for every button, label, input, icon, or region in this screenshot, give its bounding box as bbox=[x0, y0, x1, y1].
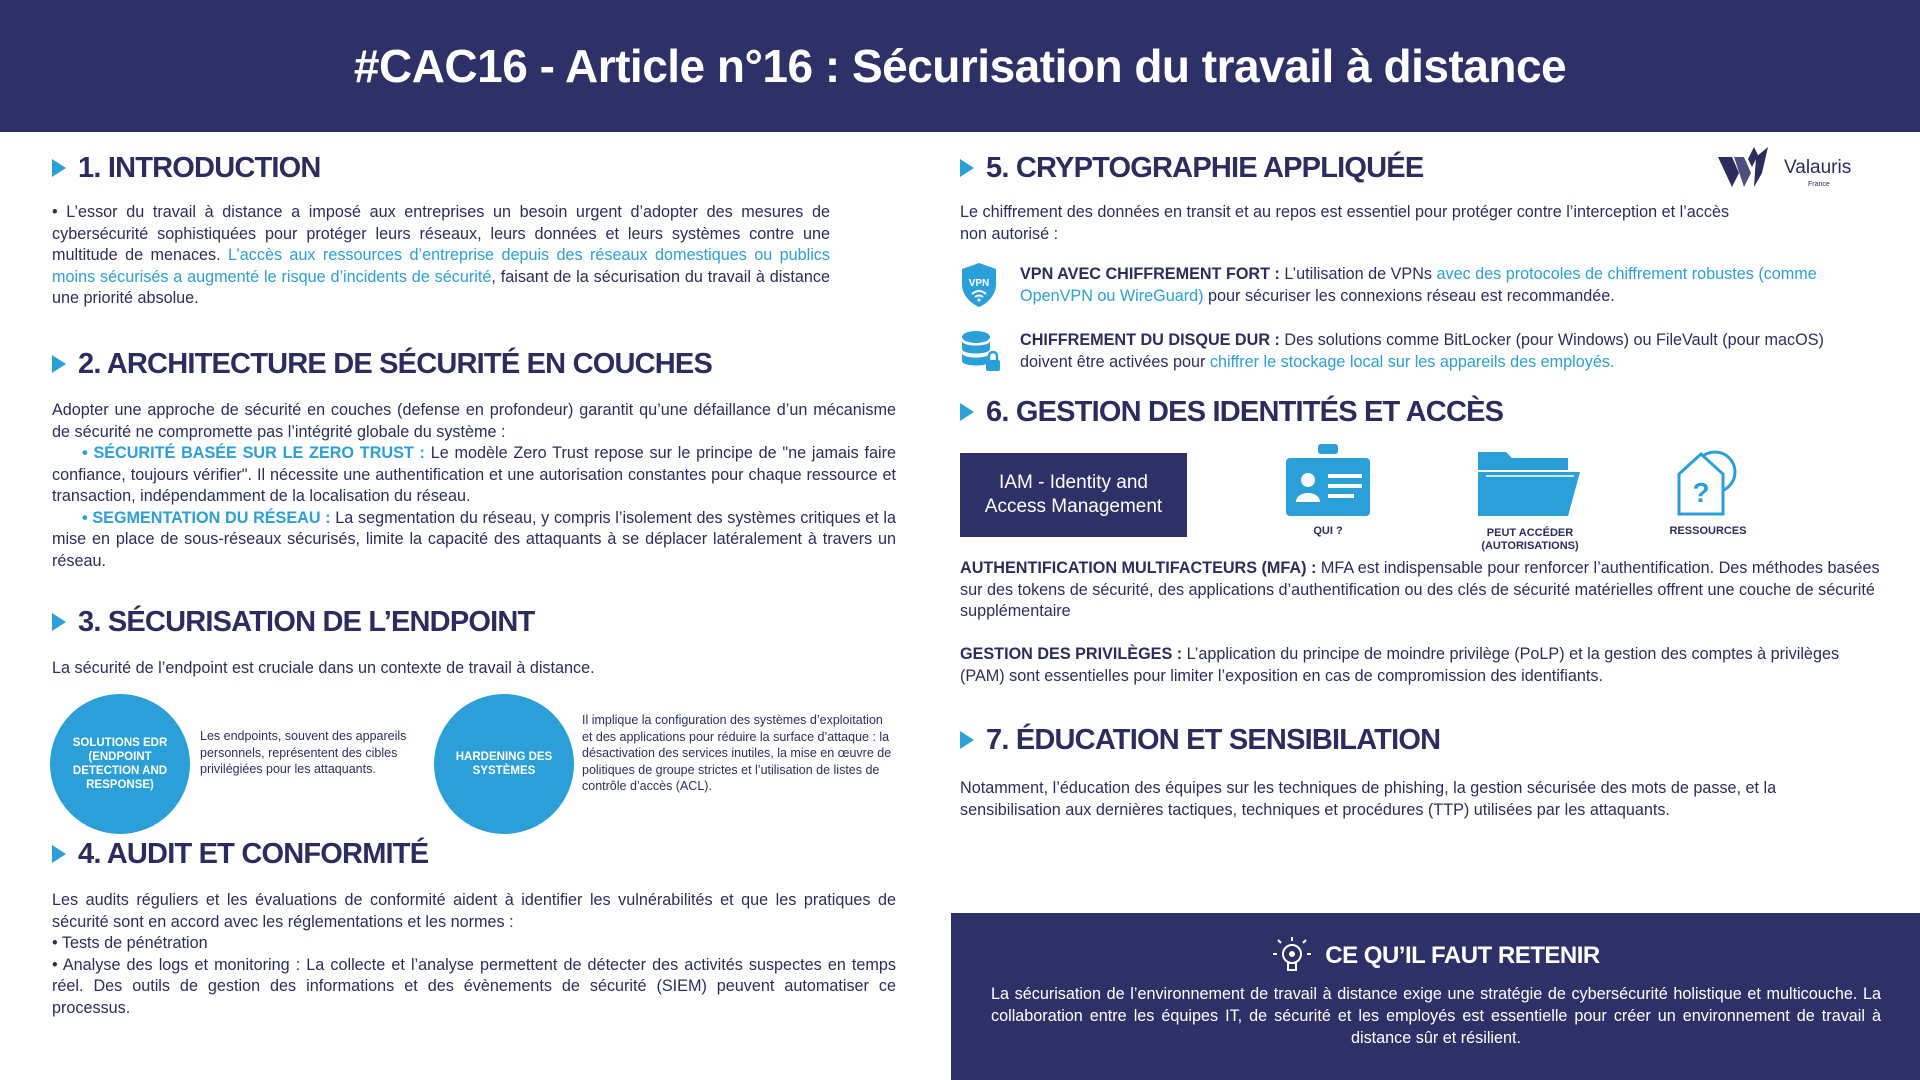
mfa-item: AUTHENTIFICATION MULTIFACTEURS (MFA) : MFA est indispensable pour renforcer l’authentification. Des méthodes basées sur des tokens de sécurité, des applications d’authentification ou des clés de sécurité matérielles offrent une couche de sécurité supplémentaire bbox=[960, 559, 1880, 620]
triangle-bullet-icon bbox=[960, 403, 974, 421]
vpn-item: VPN AVEC CHIFFREMENT FORT : L’utilisation de VPNs avec des protocoles de chiffrement robustes (comme OpenVPN ou WireGuard) pour sécuriser les connexions réseau est recommandée. bbox=[1020, 265, 1817, 305]
section-1-text: • L’essor du travail à distance a imposé aux entreprises un besoin urgent d’adopter des mesures de cybersécurité sophistiquées pour protéger leurs réseaux, leurs données et leurs systèmes contre une multitude de menaces. L’accès aux ressources d’entreprise depuis des réseaux domestiques ou publics moins sécurisés a augmenté le risque d’incidents de sécurité, faisant de la sécurisation du travail à distance une priorité absolue. bbox=[52, 203, 830, 307]
section-2-title: 2. ARCHITECTURE DE SÉCURITÉ EN COUCHES bbox=[52, 346, 712, 382]
edr-circle: SOLUTIONS EDR (ENDPOINT DETECTION AND RESPONSE) bbox=[50, 694, 190, 834]
section-4-title: 4. AUDIT ET CONFORMITÉ bbox=[52, 836, 428, 872]
vpn-shield-icon bbox=[960, 262, 998, 308]
key-takeaway-box bbox=[951, 913, 1920, 1080]
triangle-bullet-icon bbox=[52, 845, 66, 863]
section-3-title: 3. SÉCURISATION DE L’ENDPOINT bbox=[52, 604, 534, 640]
logo-subtitle: France bbox=[1808, 181, 1830, 188]
disk-encryption-item: CHIFFREMENT DU DISQUE DUR : Des solutions comme BitLocker (pour Windows) ou FileVault (pour macOS) doivent être activées pour chiffrer le stockage local sur les appareils des employés. bbox=[1020, 331, 1824, 371]
privileges-item: GESTION DES PRIVILÈGES : L’application du principe de moindre privilège (PoLP) et la gestion des comptes à privilèges (PAM) sont essentielles pour limiter l’exposition en cas de compromission des identifiants. bbox=[960, 645, 1840, 685]
iam-access-label: PEUT ACCÉDER (AUTORISATIONS) bbox=[1481, 527, 1579, 552]
segmentation-item: • SEGMENTATION DU RÉSEAU : La segmentation du réseau, y compris l’isolement des systèmes critiques et la mise en place de sous-réseaux sécurisés, limite la capacité des attaquants à se déplacer latéralement à travers un réseau. bbox=[52, 508, 896, 570]
id-badge-icon bbox=[1284, 444, 1372, 516]
iam-access bbox=[1470, 448, 1590, 553]
section-3-intro: La sécurité de l’endpoint est cruciale dans un contexte de travail à distance. bbox=[52, 659, 595, 677]
section-4-text: Les audits réguliers et les évaluations de conformité aident à identifier les vulnérabilités et que les pratiques de sécurité sont en accord avec les réglementations et les normes : • Tests de pénétration • Analyse des logs et monitoring : La collecte et l’analyse permettent de détecter des activités suspectes en temps réel. Des outils de gestion des informations et des évènements de sécurité (SIEM) peuvent automatiser ce processus. bbox=[52, 891, 896, 1017]
triangle-bullet-icon bbox=[52, 159, 66, 177]
hardening-text: Il implique la configuration des systèmes d’exploitation et des applications pour réduire la surface d’attaque : la désactivation des services inutiles, la mise en œuvre de politiques de groupe strictes et l’utilisation de listes de contrôle d’accès (ACL). bbox=[582, 713, 892, 793]
iam-who bbox=[1280, 444, 1376, 538]
section-2-text bbox=[52, 400, 896, 572]
iam-resources-label: RESSOURCES bbox=[1669, 525, 1747, 537]
edr-text: Les endpoints, souvent des appareils personnels, représentent des cibles privilégiées pour les attaquants. bbox=[200, 729, 407, 776]
lightbulb-icon bbox=[1271, 935, 1313, 977]
key-takeaway-title: CE QU’IL FAUT RETENIR bbox=[951, 935, 1920, 977]
valauris-logo-icon bbox=[1718, 147, 1780, 189]
logo-name: Valauris bbox=[1784, 157, 1852, 178]
page-title: #CAC16 - Article n°16 : Sécurisation du travail à distance bbox=[353, 40, 1567, 92]
section-5-title: 5. CRYPTOGRAPHIE APPLIQUÉE bbox=[960, 150, 1423, 186]
iam-box: IAM - Identity and Access Management bbox=[960, 453, 1187, 537]
valauris-logo bbox=[1718, 147, 1851, 189]
zero-trust-item: • SÉCURITÉ BASÉE SUR LE ZERO TRUST : Le modèle Zero Trust repose sur le principe de "ne jamais faire confiance, toujours vérifier". Il nécessite une authentification et une autorisation constantes pour chaque ressource et transaction, indépendamment de la localisation du réseau. bbox=[52, 444, 896, 505]
triangle-bullet-icon bbox=[52, 613, 66, 631]
triangle-bullet-icon bbox=[960, 731, 974, 749]
section-6-title: 6. GESTION DES IDENTITÉS ET ACCÈS bbox=[960, 394, 1503, 430]
header-banner bbox=[0, 0, 1920, 132]
section-5-intro: Le chiffrement des données en transit et au repos est essentiel pour protéger contre l’interception et l’accès non autorisé : bbox=[960, 203, 1730, 243]
section-7-title: 7. ÉDUCATION ET SENSIBILATION bbox=[960, 722, 1440, 758]
section-2-intro: Adopter une approche de sécurité en couches (defense en profondeur) garantit qu’une défaillance d’un mécanisme de sécurité ne compromette pas l’intégrité globale du système : bbox=[52, 401, 896, 441]
triangle-bullet-icon bbox=[52, 355, 66, 373]
iam-resources bbox=[1666, 444, 1750, 538]
hardening-circle: HARDENING DES SYSTÈMES bbox=[434, 694, 574, 834]
iam-who-label: QUI ? bbox=[1313, 525, 1343, 537]
database-lock-icon bbox=[960, 330, 1004, 374]
resource-question-icon bbox=[1671, 444, 1745, 516]
triangle-bullet-icon bbox=[960, 159, 974, 177]
svg-text:?: ? bbox=[1692, 477, 1710, 508]
section-1-title: 1. INTRODUCTION bbox=[52, 150, 321, 186]
section-7-text: Notamment, l’éducation des équipes sur les techniques de phishing, la gestion sécurisée des mots de passe, et la sensibilisation aux dernières tactiques, techniques et procédures (TTP) utilisées par les attaquants. bbox=[960, 779, 1777, 819]
svg-text:VPN: VPN bbox=[968, 278, 990, 289]
key-takeaway-text: La sécurisation de l’environnement de travail à distance exige une stratégie de cybersécurité holistique et multicouche. La collaboration entre les équipes IT, de sécurité et les employés est essentielle pour créer un environnement de travail à distance sûr et résilient. bbox=[991, 985, 1881, 1047]
folder-icon bbox=[1476, 448, 1584, 518]
